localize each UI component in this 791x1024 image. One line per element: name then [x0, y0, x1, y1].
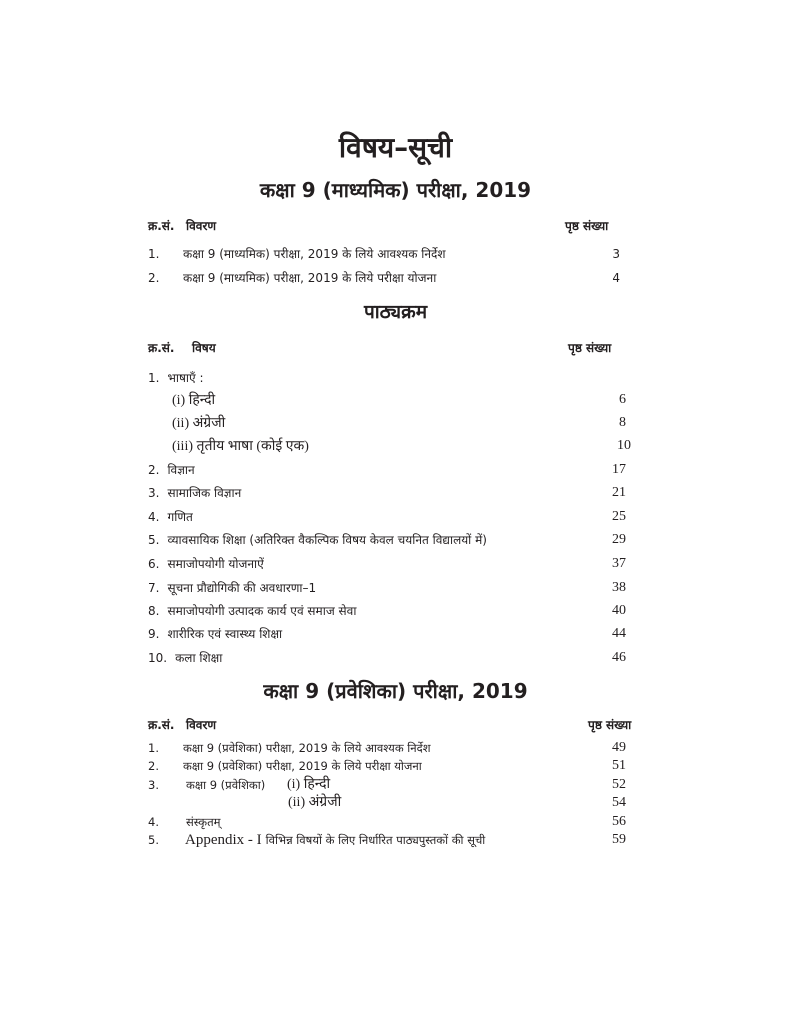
page-number: 40 — [612, 603, 626, 618]
item-number: 9. — [148, 627, 160, 641]
exam1-heading: कक्षा 9 (माध्यमिक) परीक्षा, 2019 — [259, 178, 532, 202]
list-item — [148, 244, 446, 264]
item-number: 3. — [148, 486, 160, 500]
list-item — [148, 268, 436, 288]
list-subitem — [287, 775, 330, 794]
item-number: 7. — [148, 581, 160, 595]
item-text: कक्षा 9 (माध्यमिक) परीक्षा, 2019 के लिये आवश्यक निर्देश — [183, 247, 446, 261]
item-number: 4. — [148, 510, 160, 524]
list-item — [148, 739, 431, 757]
list-item — [148, 648, 222, 668]
item-text: कक्षा 9 (प्रवेशिका) परीक्षा, 2019 के लिये आवश्यक निर्देश — [183, 741, 431, 755]
syllabus-heading: पाठ्यक्रम — [363, 301, 428, 323]
item-number: 2. — [148, 463, 160, 477]
list-item — [148, 601, 356, 621]
list-item — [148, 813, 221, 831]
list-subitem — [172, 390, 215, 411]
subitem-text: (ii) अंग्रेजी — [172, 416, 226, 431]
item-number: 8. — [148, 604, 160, 618]
exam1-col-page: पृष्ठ संख्या — [565, 219, 609, 233]
list-item — [148, 831, 485, 849]
item-number: 4. — [148, 815, 159, 829]
list-item — [148, 483, 241, 503]
list-item — [148, 530, 487, 550]
page-number: 51 — [612, 758, 626, 773]
item-text: कक्षा 9 (प्रवेशिका) परीक्षा, 2019 के लिये परीक्षा योजना — [183, 759, 422, 773]
page-number: 3 — [612, 247, 620, 261]
exam2-col-desc: विवरण — [186, 718, 217, 732]
syllabus-col-subject: विषय — [192, 341, 216, 355]
page-number: 59 — [612, 832, 626, 847]
page-number: 6 — [619, 392, 626, 407]
item-text: कक्षा 9 (माध्यमिक) परीक्षा, 2019 के लिये परीक्षा योजना — [183, 271, 437, 285]
item-number: 10. — [148, 651, 168, 665]
item-number: 5. — [148, 833, 159, 847]
item-number: 1. — [148, 741, 159, 755]
item-text: समाजोपयोगी उत्पादक कार्य एवं समाज सेवा — [167, 604, 357, 618]
exam2-col-page: पृष्ठ संख्या — [588, 718, 632, 732]
list-item — [148, 368, 204, 388]
subitem-text: (ii) अंग्रेजी — [288, 795, 342, 810]
subitem-text: (i) हिन्दी — [172, 393, 216, 408]
subitem-text: (i) हिन्दी — [287, 777, 331, 792]
page-number: 37 — [612, 556, 626, 571]
item-number: 3. — [148, 778, 159, 792]
item-number: 5. — [148, 533, 160, 547]
item-number: 2. — [148, 271, 160, 285]
page-number: 56 — [612, 814, 626, 829]
list-item — [148, 776, 265, 794]
item-number: 1. — [148, 371, 160, 385]
item-text: सूचना प्रौद्योगिकी की अवधारणा–1 — [167, 581, 317, 595]
syllabus-col-page: पृष्ठ संख्या — [568, 341, 612, 355]
exam2-col-sn: क्र.सं. — [148, 718, 175, 732]
page-number: 49 — [612, 740, 626, 755]
list-item — [148, 554, 264, 574]
item-text: विज्ञान — [167, 463, 195, 477]
item-text: व्यावसायिक शिक्षा (अतिरिक्त वैकल्पिक विषय केवल चयनित विद्यालयों में) — [167, 533, 487, 547]
page-number: 21 — [612, 485, 626, 500]
item-text: संस्कृतम् — [186, 815, 221, 829]
page-number: 8 — [619, 415, 626, 430]
page-number: 4 — [612, 271, 620, 285]
list-item — [148, 757, 422, 775]
item-text: कला शिक्षा — [175, 651, 223, 665]
item-number: 2. — [148, 759, 159, 773]
list-item — [148, 624, 282, 644]
list-subitem — [172, 413, 225, 434]
exam1-col-desc: विवरण — [186, 219, 217, 233]
item-text: शारीरिक एवं स्वास्थ्य शिक्षा — [167, 627, 283, 641]
item-number: 6. — [148, 557, 160, 571]
item-number: 1. — [148, 247, 160, 261]
page-number: 29 — [612, 532, 626, 547]
item-text: विभिन्न विषयों के लिए निर्धारित पाठ्यपुस्तकों की सूची — [265, 833, 486, 847]
page-number: 44 — [612, 626, 626, 641]
syllabus-col-sn: क्र.सं. — [148, 341, 175, 355]
list-item — [148, 460, 195, 480]
page-number: 52 — [612, 777, 626, 792]
item-text: भाषाएँ : — [167, 371, 204, 385]
item-text: सामाजिक विज्ञान — [167, 486, 242, 500]
exam1-col-sn: क्र.सं. — [148, 219, 175, 233]
item-text: कक्षा 9 (प्रवेशिका) — [186, 778, 266, 792]
page-number: 46 — [612, 650, 626, 665]
list-item — [148, 578, 316, 598]
page-number: 10 — [617, 438, 631, 453]
page-number: 25 — [612, 509, 626, 524]
page-number: 54 — [612, 795, 626, 810]
page-number: 38 — [612, 580, 626, 595]
list-item — [148, 507, 193, 527]
appendix-label: Appendix - I — [185, 832, 262, 848]
page-title: विषय–सूची — [338, 131, 453, 164]
item-text: समाजोपयोगी योजनाऐं — [167, 557, 264, 571]
subitem-text: (iii) तृतीय भाषा (कोई एक) — [172, 439, 309, 454]
exam2-heading: कक्षा 9 (प्रवेशिका) परीक्षा, 2019 — [263, 679, 528, 703]
item-text: गणित — [167, 510, 193, 524]
list-subitem — [172, 436, 309, 457]
page-number: 17 — [612, 462, 626, 477]
list-subitem — [288, 793, 341, 812]
